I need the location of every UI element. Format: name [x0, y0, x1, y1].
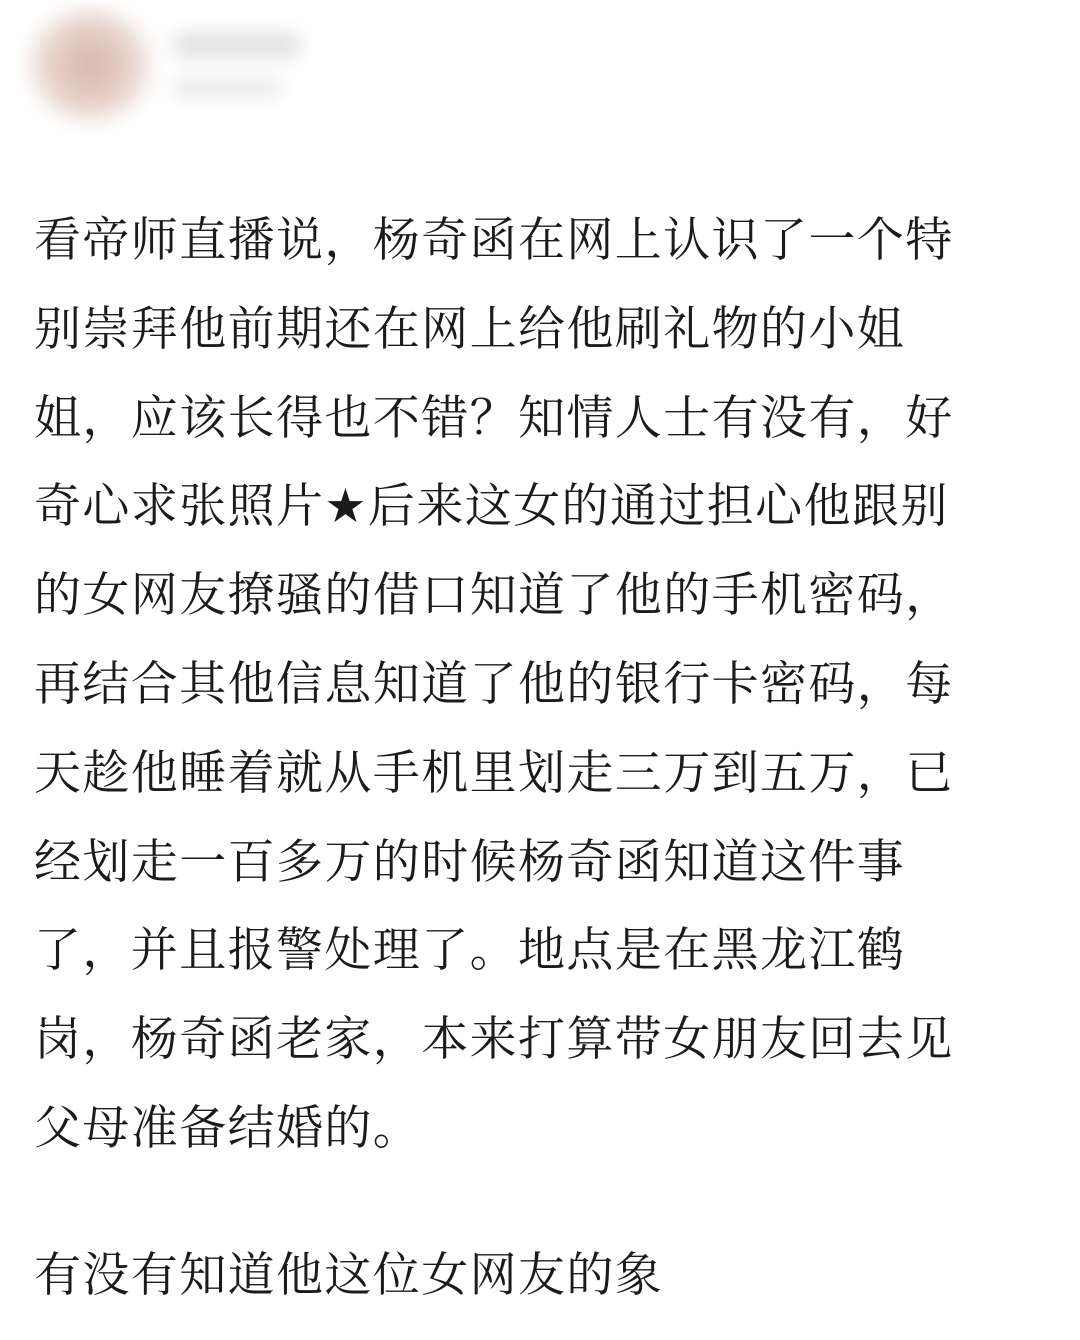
post-body	[34, 197, 1014, 1174]
post-body-line: 姐，应该长得也不错？知情人士有没有，好	[34, 390, 954, 446]
avatar[interactable]	[30, 10, 150, 120]
post-body-line: 天趁他睡着就从手机里划走三万到五万，已	[34, 745, 954, 801]
post-body-line: 的女网友撩骚的借口知道了他的手机密码，	[34, 568, 954, 624]
post-meta-blurred	[172, 78, 282, 98]
post-body-line: 了，并且报警处理了。地点是在黑龙江鹤	[34, 923, 906, 979]
post-body-line: 奇心求张照片★后来这女的通过担心他跟别	[34, 479, 949, 535]
post-body-line: 别崇拜他前期还在网上给他刷礼物的小姐	[34, 301, 906, 357]
username-blurred[interactable]	[172, 32, 302, 58]
post-header	[22, 0, 322, 130]
post-body-line: 岗，杨奇函老家，本来打算带女朋友回去见	[34, 1012, 954, 1068]
post-body-line: 父母准备结婚的。	[34, 1100, 422, 1156]
post-body-line: 经划走一百多万的时候杨奇函知道这件事	[34, 834, 906, 890]
post-question: 有没有知道他这位女网友的象	[34, 1248, 664, 1303]
post-body-line: 再结合其他信息知道了他的银行卡密码，每	[34, 656, 954, 712]
post-body-line: 看帝师直播说，杨奇函在网上认识了一个特	[34, 213, 954, 268]
